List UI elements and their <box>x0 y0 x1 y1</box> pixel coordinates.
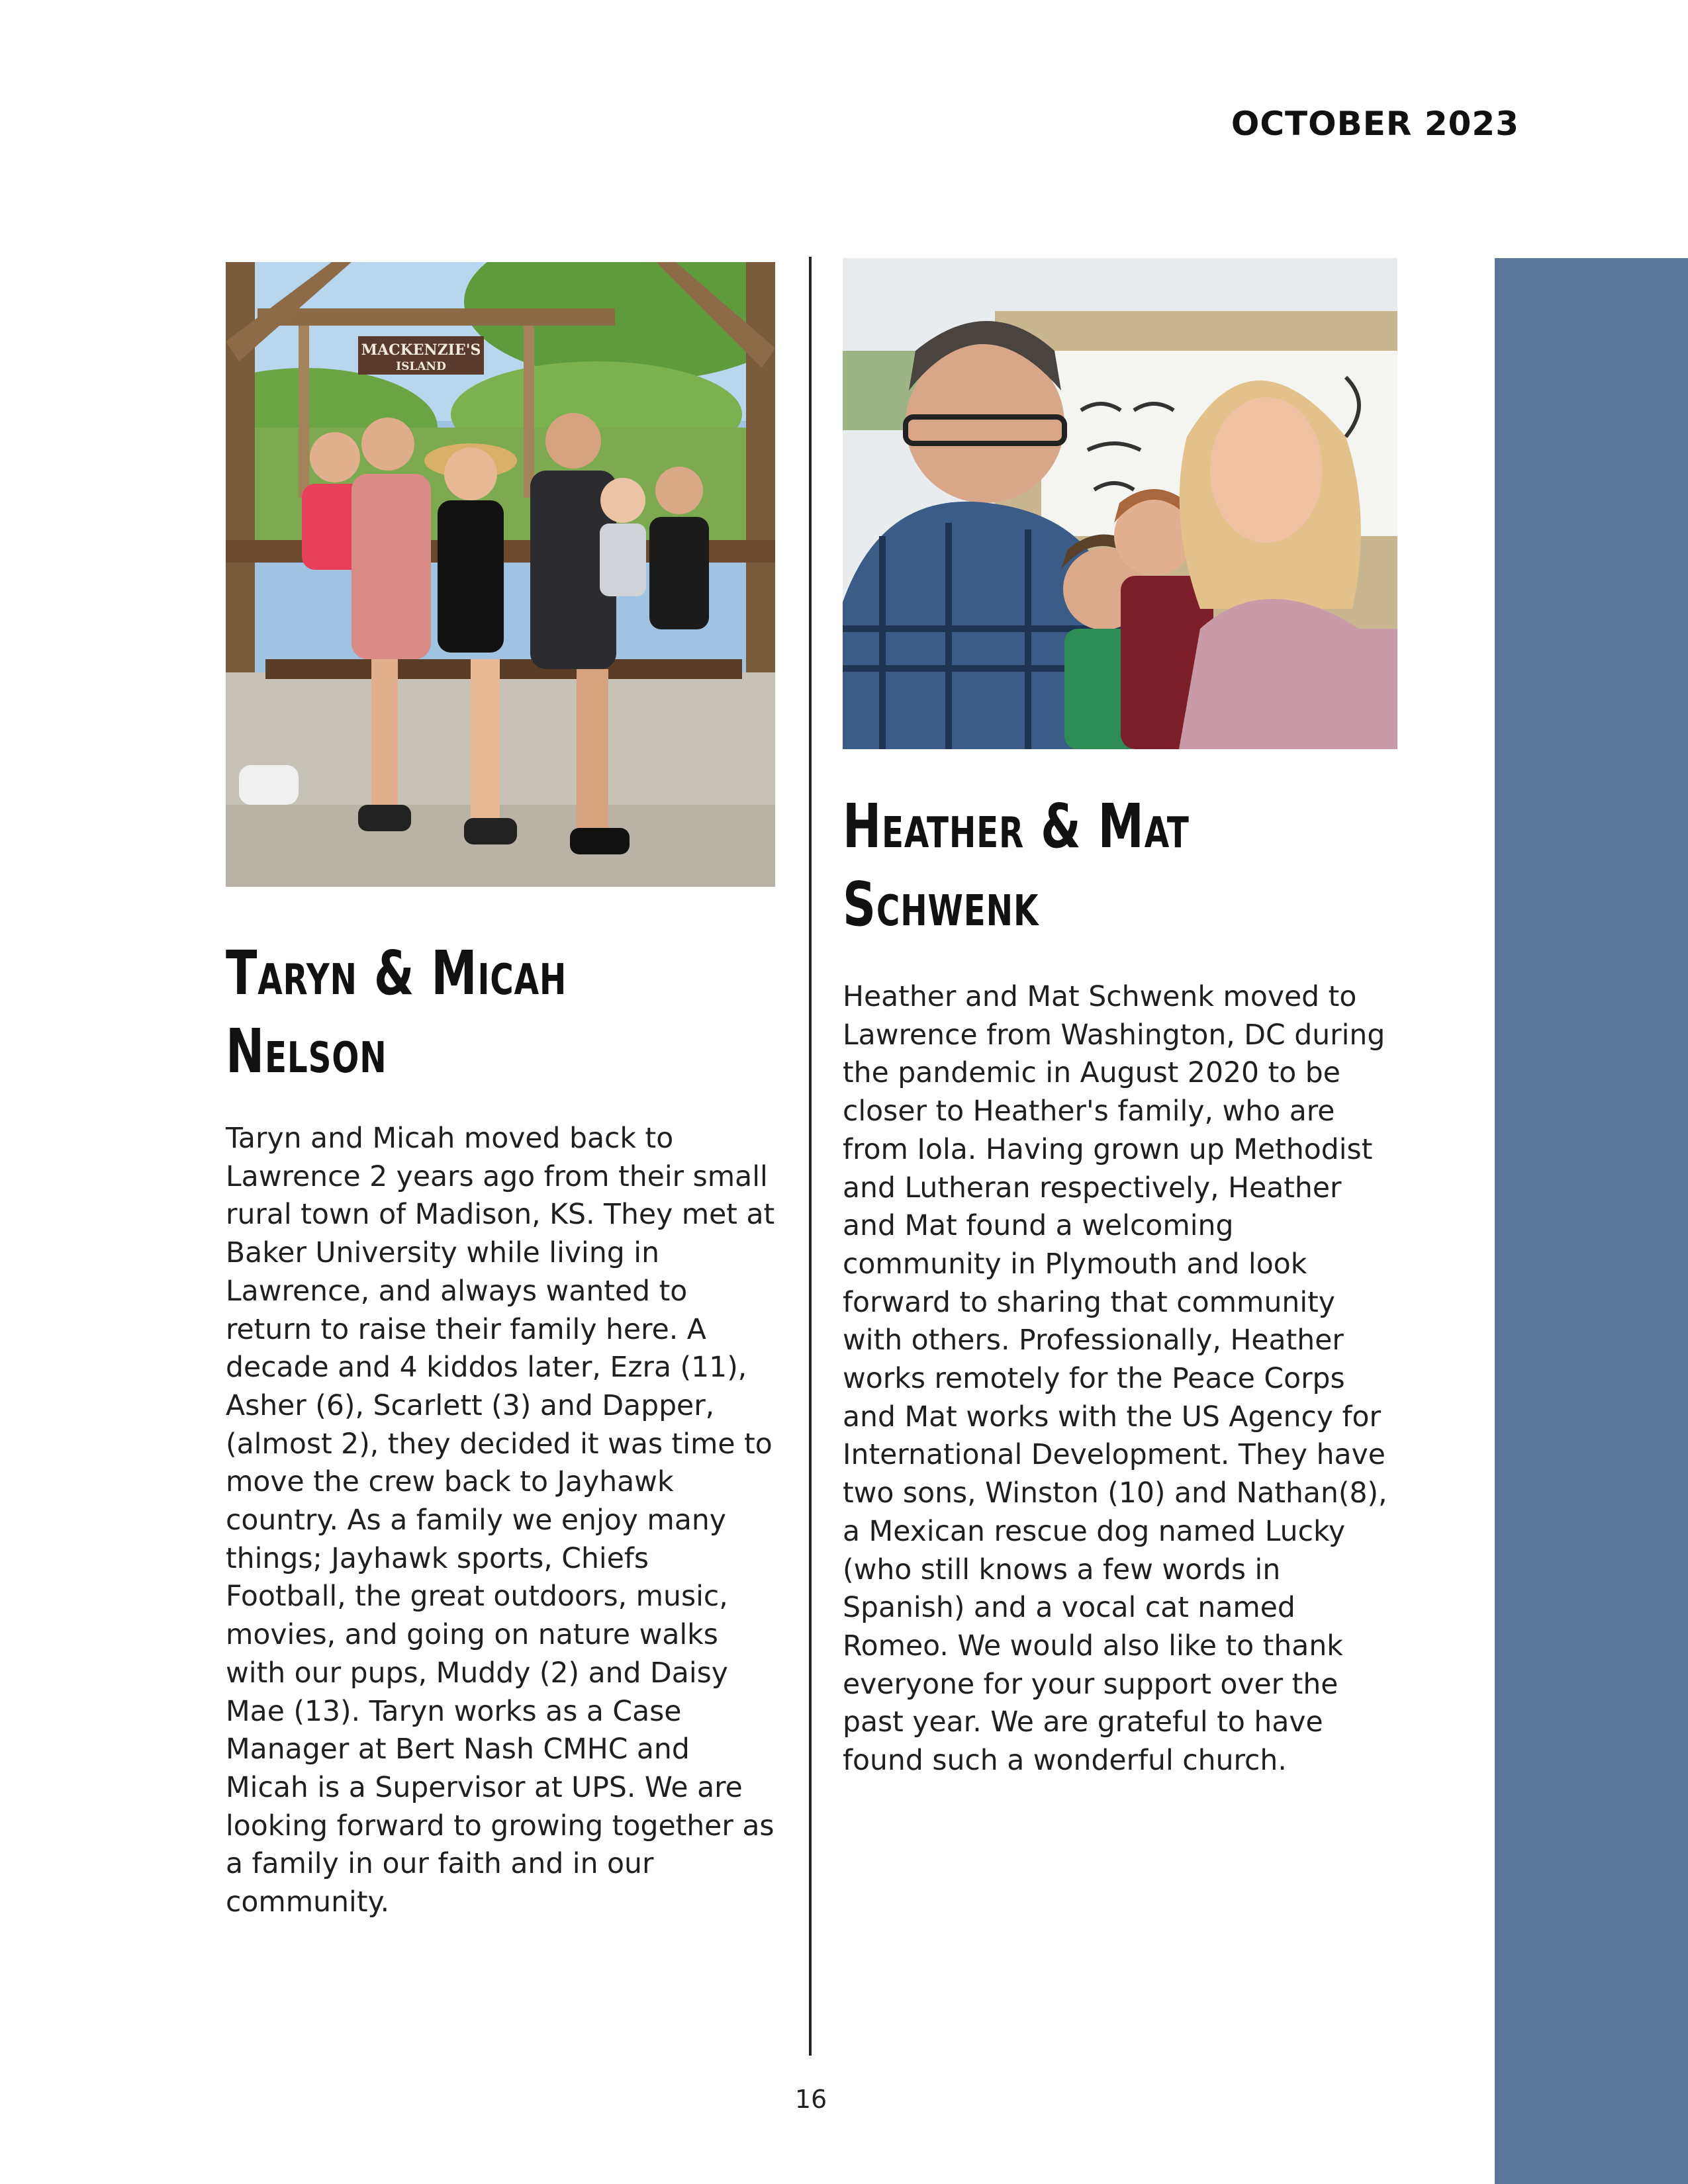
schwenk-name-line-2: Schwenk <box>843 869 1039 940</box>
page-number: 16 <box>794 2085 827 2114</box>
sign-line-1: MACKENZIE'S <box>361 341 481 359</box>
nelson-family-illustration <box>226 262 775 887</box>
nelson-name-heading <box>226 934 771 1091</box>
nelson-name-line-1: Taryn & Micah <box>226 938 567 1009</box>
schwenk-bio-text: Heather and Mat Schwenk moved to Lawrence from Washington, DC during the pandemic in August 2020 to be closer to Heather's family, who are from Iola. Having grown up Methodist and Lutheran respectively, Heather and Mat found a welcoming community in Plymouth and look forward to sharing that community with others. Professionally, Heather works remotely for the Peace Corps and Mat works with the US Agency for International Development. They have two sons, Winston (10) and Nathan(8), a Mexican rescue dog named Lucky (who still knows a few words in Spanish) and a vocal cat named Romeo. We would also like to thank everyone for your support over the past year. We are grateful to have found such a wonderful church. <box>843 981 1387 1778</box>
nelson-bio-text: Taryn and Micah moved back to Lawrence 2 years ago from their small rural town of Madison, KS. They met at Baker University while living in Lawrence, and always wanted to return to raise their family here. A decade and 4 kiddos later, Ezra (11), Asher (6), Scarlett (3) and Dapper, (almost 2), they decided it was time to move the crew back to Jayhawk country. As a family we enjoy many things; Jayhawk sports, Chiefs Football, the great outdoors, music, movies, and going on nature walks with our pups, Muddy (2) and Daisy Mae (13). Taryn works as a Case Manager at Bert Nash CMHC and Micah is a Supervisor at UPS. We are looking forward to growing together as a family in our faith and in our community. <box>226 1122 775 1919</box>
decorative-side-band <box>1495 258 1688 2184</box>
column-divider <box>809 257 812 2056</box>
schwenk-name-line-1: Heather & Mat <box>843 791 1190 862</box>
nelson-name-line-2: Nelson <box>226 1016 387 1087</box>
nelson-family-photo <box>226 262 775 887</box>
sign-line-2: ISLAND <box>396 360 446 373</box>
issue-date: OCTOBER 2023 <box>1231 105 1519 143</box>
schwenk-family-photo <box>843 258 1397 749</box>
schwenk-family-illustration <box>843 258 1397 749</box>
schwenk-name-heading <box>843 788 1393 944</box>
